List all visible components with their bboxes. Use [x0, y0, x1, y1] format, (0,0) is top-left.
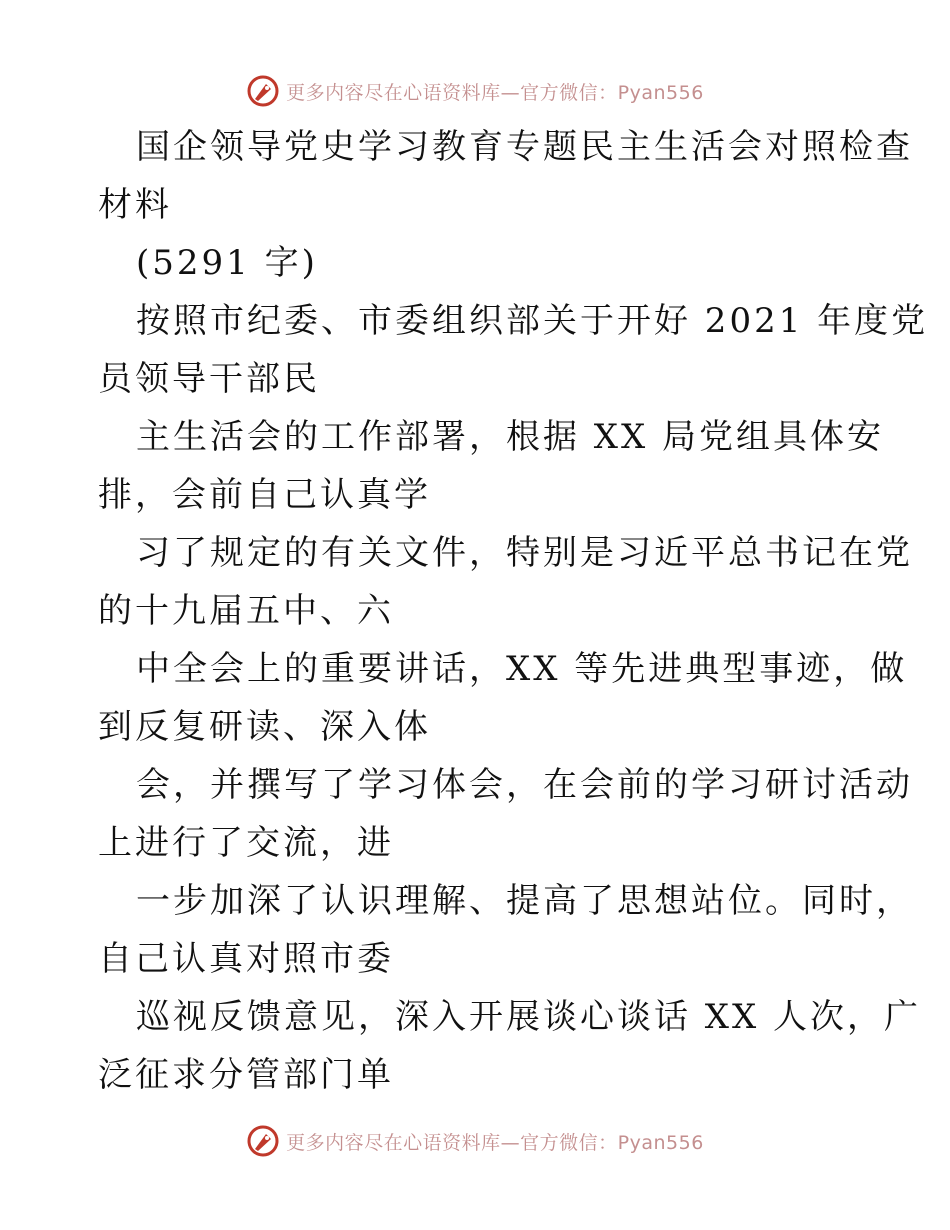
document-line: 上进行了交流，进	[98, 823, 394, 863]
header-watermark	[0, 71, 950, 111]
document-line: 会，并撰写了学习体会，在会前的学习研讨活动	[136, 765, 913, 805]
footer-watermark	[0, 1121, 950, 1161]
pen-nib-logo-icon	[246, 74, 280, 108]
document-line: 习了规定的有关文件，特别是习近平总书记在党	[136, 533, 913, 573]
document-line: 员领导干部民	[98, 359, 320, 399]
document-line: 巡视反馈意见，深入开展谈心谈话 XX 人次，广	[136, 997, 922, 1037]
document-line: 主生活会的工作部署，根据 XX 局党组具体安	[136, 417, 885, 457]
watermark-text: 更多内容尽在心语资料库—官方微信：Pyan556	[286, 81, 704, 104]
document-line: 自己认真对照市委	[98, 939, 394, 979]
document-line: 排，会前自己认真学	[98, 475, 431, 515]
document-line: 泛征求分管部门单	[98, 1055, 394, 1095]
document-line: 中全会上的重要讲话，XX 等先进典型事迹，做	[136, 649, 908, 689]
document-line: (5291 字)	[136, 243, 318, 283]
document-line: 按照市纪委、市委组织部关于开好 2021 年度党	[136, 301, 929, 341]
watermark-text: 更多内容尽在心语资料库—官方微信：Pyan556	[286, 1131, 704, 1154]
document-line: 的十九届五中、六	[98, 591, 394, 631]
document-line: 国企领导党史学习教育专题民主生活会对照检查	[136, 127, 913, 167]
pen-nib-logo-icon	[246, 1124, 280, 1158]
document-line: 材料	[98, 185, 172, 225]
document-line: 一步加深了认识理解、提高了思想站位。同时，	[136, 881, 913, 921]
document-body	[98, 118, 929, 1104]
document-line: 到反复研读、深入体	[98, 707, 431, 747]
